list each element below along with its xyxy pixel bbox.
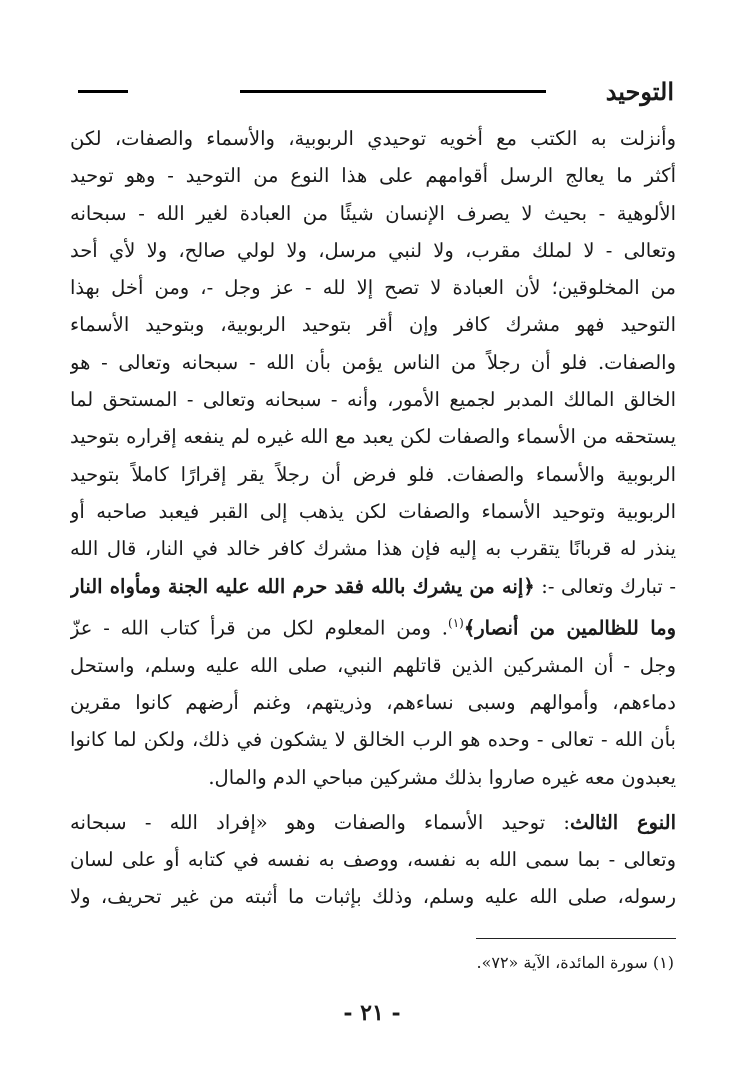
text-line: الربوبية وتوحيد الأسماء والصفات لكن يذهب إلى القبر فيعبد صاحبه أو	[70, 499, 676, 523]
quran-verse: وما للظالمين من أنصار﴾	[463, 616, 676, 640]
text-line: الربوبية والأسماء والصفات. فلو فرض أن رجلاً يقر إقرارًا كاملاً بتوحيد	[70, 462, 676, 486]
text-line: دماءهم، وأموالهم وسبى نساءهم، وذريتهم، وغنم أرضهم كانوا مقرين	[70, 690, 676, 714]
section-text: : توحيد الأسماء والصفات وهو «إفراد الله - سبحانه	[70, 810, 570, 834]
text-line: وتعالى - بما سمى الله به نفسه، ووصف به نفسه في كتابه أو على لسان	[70, 848, 676, 872]
section-heading: النوع الثالث	[569, 810, 676, 834]
text-line: أكثر ما يعالج الرسل أقوامهم على هذا النوع من التوحيد - وهو توحيد	[70, 164, 676, 188]
text-line: الخالق المالك المدبر لجميع الأمور، وأنه - سبحانه وتعالى - المستحق لما	[70, 388, 676, 412]
footnote-ref[interactable]: (١)	[448, 615, 464, 630]
text-line: بأن الله - تعالى - وحده هو الرب الخالق لا يشكون في ذلك، ولكن لما كانوا	[70, 728, 676, 752]
text-line: وأنزلت به الكتب مع أخويه توحيدي الربوبية، والأسماء والصفات، لكن	[70, 127, 676, 150]
header-rule-long	[240, 90, 546, 93]
verse-tail: . ومن المعلوم لكل من قرأ كتاب الله - عزّ	[70, 616, 448, 640]
header-title: التوحيد	[605, 77, 674, 106]
footnote-separator	[476, 938, 676, 939]
text-line: التوحيد فهو مشرك كافر وإن أقر بتوحيد الربوبية، وبتوحيد الأسماء	[70, 313, 676, 337]
text-line: وتعالى - لا لملك مقرب، ولا لنبي مرسل، ولا لولي صالح، ولا لأي أحد	[70, 238, 676, 262]
header-rule-short	[78, 90, 128, 93]
text-line: يعبدون معه غيره صاروا بذلك مشركين مباحي الدم والمال.	[208, 765, 676, 789]
running-header	[70, 78, 674, 108]
page-number: - ٢١ -	[343, 1000, 401, 1026]
verse-lead: - تبارك وتعالى -:	[534, 574, 676, 598]
verse-line	[70, 605, 676, 647]
body-text	[70, 120, 676, 916]
text-line: وجل - أن المشركين الذين قاتلهم النبي، صلى الله عليه وسلم، واستحل	[70, 653, 676, 677]
quran-verse: ﴿إنه من يشرك بالله فقد حرم الله عليه الجنة ومأواه النار	[70, 574, 535, 598]
text-line: يستحقه من الأسماء والصفات لكن يعبد مع الله غيره لم ينفعه إقراره بتوحيد	[70, 425, 676, 449]
text-line: ينذر له قربانًا يتقرب به إليه فإن هذا مشرك كافر خالد في النار، قال الله	[70, 537, 676, 561]
section-line	[70, 804, 676, 841]
text-line: رسوله، صلى الله عليه وسلم، وذلك بإثبات ما أثبته من غير تحريف، ولا	[70, 885, 676, 909]
text-line: والصفات. فلو أن رجلاً من الناس يؤمن بأن الله - سبحانه وتعالى - هو	[70, 350, 676, 374]
text-line: من المخلوقين؛ لأن العبادة لا تصح إلا لله - عز وجل -، ومن أخل بهذا	[70, 276, 676, 300]
verse-line	[70, 568, 676, 605]
text-line: الألوهية - بحيث لا يصرف الإنسان شيئًا من العبادة لغير الله - سبحانه	[70, 201, 676, 225]
footnote: (١) سورة المائدة، الآية «٧٢».	[476, 953, 674, 972]
